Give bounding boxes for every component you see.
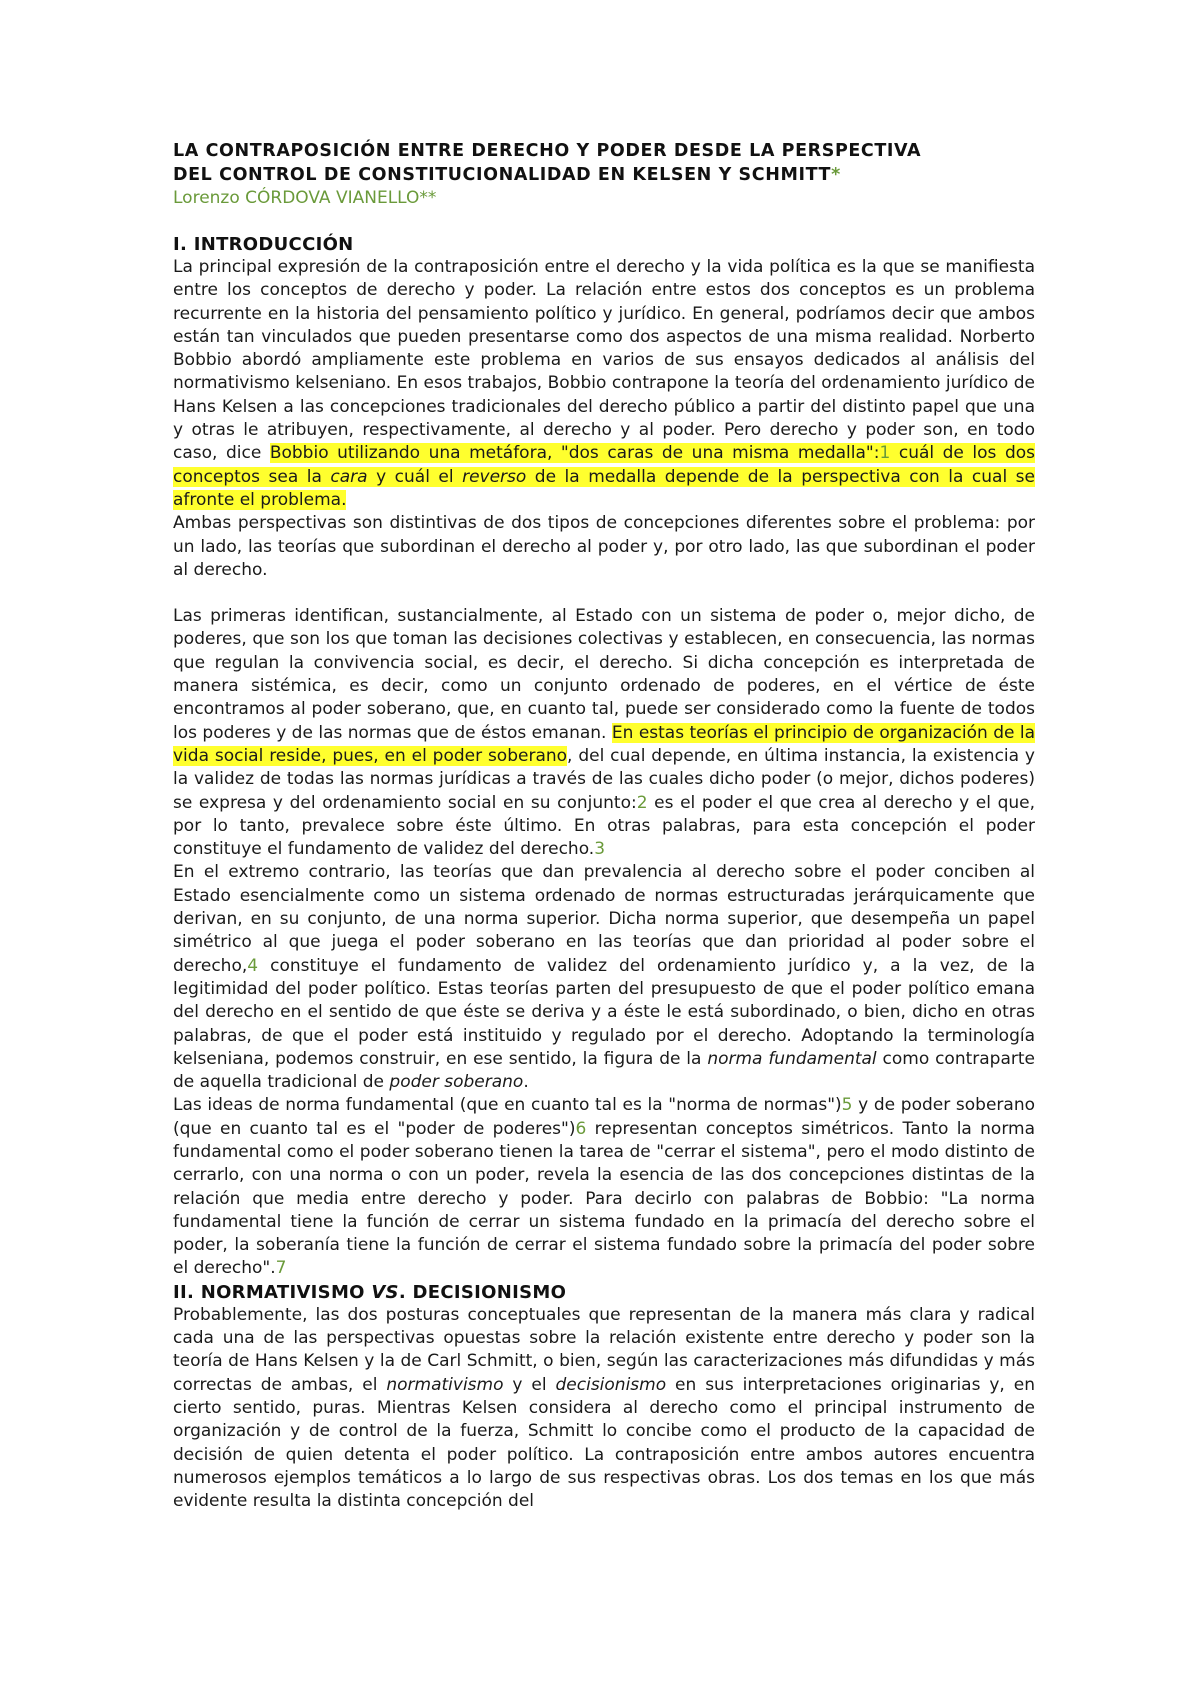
paragraph-6 xyxy=(173,1304,1035,1514)
document-page xyxy=(173,140,1035,1513)
highlight-1 xyxy=(173,443,1035,510)
section-heading-normativismo xyxy=(173,1281,1035,1304)
paragraph-4-text-d: . xyxy=(523,1072,529,1093)
spacer xyxy=(173,210,1035,233)
title-footnote-mark: * xyxy=(831,164,841,185)
section-2-italic-vs: VS xyxy=(371,1281,399,1303)
footnote-ref-7[interactable]: 7 xyxy=(275,1258,287,1279)
italic-normativismo: normativismo xyxy=(386,1374,504,1395)
highlight-1-text-d: de la medalla depende de la perspectiva con la cual se afronte el problema. xyxy=(173,466,1035,510)
paragraph-4 xyxy=(173,861,1035,1094)
document-title xyxy=(173,140,1035,187)
section-heading-introduccion: I. INTRODUCCIÓN xyxy=(173,234,354,255)
footnote-ref-4[interactable]: 4 xyxy=(247,955,259,976)
paragraph-4-text-b: constituye el fundamento de validez del ordenamiento jurídico y, a la vez, de la legitimidad del poder político. Estas teorías parten del presupuesto de que el poder político emana del derecho en el sentido de que éste se deriva y a éste le está subordinado, o bien, dicho en otras palabras, de que el poder está instituido y regulado por el derecho. Adoptando la terminología kelseniana, podemos construir, en ese sentido, la figura de la xyxy=(173,955,1035,1069)
section-2-text-a: II. NORMATIVISMO xyxy=(173,1281,372,1303)
highlight-1-text-c: y cuál el xyxy=(367,466,463,487)
paragraph-4-text-c: como contraparte de aquella tradicional de xyxy=(173,1048,1035,1093)
author-footnote-mark: ** xyxy=(419,188,437,208)
paragraph-5-text-a: Las ideas de norma fundamental (que en cuanto tal es la "norma de normas") xyxy=(173,1095,842,1116)
title-line-1: LA CONTRAPOSICIÓN ENTRE DERECHO Y PODER DESDE LA PERSPECTIVA xyxy=(173,141,922,161)
paragraph-3 xyxy=(173,605,1035,861)
footnote-ref-5[interactable]: 5 xyxy=(841,1095,853,1116)
paragraph-6-text-c: en sus interpretaciones originarias y, en cierto sentido, puras. Mientras Kelsen considera al derecho como el principal instrumento de organización y de control de la fuerza, Schmitt lo concibe como el producto de la capacidad de decisión de quien detenta el poder político. La contraposición entre ambos autores encuentra numerosos ejemplos temáticos a lo largo de sus respectivas obras. Los dos temas en los que más evidente resulta la distinta concepción del xyxy=(173,1374,1035,1512)
paragraph-4-text-a: En el extremo contrario, las teorías que dan prevalencia al derecho sobre el poder conciben al Estado esencialmente como un sistema ordenado de normas estructuradas jerárquicamente que derivan, en su conjunto, de una norma superior. Dicha norma superior, que desempeña un papel simétrico al que juega el poder soberano en las teorías que dan prioridad al poder sobre el derecho, xyxy=(173,862,1035,976)
paragraph-3-text-b: , del cual depende, en última instancia, la existencia y la validez de todas las normas jurídicas a través de las cuales dicho poder (o mejor, dichos poderes) se expresa y del ordenamiento social en su conjunto: xyxy=(173,745,1035,813)
spacer xyxy=(173,582,1035,605)
paragraph-1-text: La principal expresión de la contraposición entre el derecho y la vida política es la que se manifiesta entre los conceptos de derecho y poder. La relación entre estos dos conceptos es un problema recurrente en la historia del pensamiento político y jurídico. En general, podríamos decir que ambos están tan vinculados que pueden presentarse como dos aspectos de una misma realidad. Norberto Bobbio abordó ampliamente este problema en varios de sus ensayos dedicados al análisis del normativismo kelseniano. En esos trabajos, Bobbio contrapone la teoría del ordenamiento jurídico de Hans Kelsen a las concepciones tradicionales del derecho público a partir del distinto papel que una y otras le atribuyen, respectivamente, al derecho y al poder. Pero derecho y poder son, en todo caso, dice xyxy=(173,257,1035,464)
section-2-text-b: . DECISIONISMO xyxy=(398,1281,567,1303)
italic-norma-fundamental: norma fundamental xyxy=(707,1048,877,1069)
paragraph-6-text-b: y el xyxy=(503,1374,556,1395)
paragraph-1 xyxy=(173,256,1035,512)
footnote-ref-3[interactable]: 3 xyxy=(594,839,606,860)
footnote-ref-2[interactable]: 2 xyxy=(636,792,648,813)
italic-poder-soberano: poder soberano xyxy=(389,1072,524,1093)
paragraph-5 xyxy=(173,1094,1035,1280)
paragraph-3-text-c: es el poder el que crea al derecho y el que, por lo tanto, prevalece sobre éste último. En otras palabras, para esta concepción el poder constituye el fundamento de validez del derecho. xyxy=(173,792,1036,860)
italic-cara: cara xyxy=(330,466,368,487)
highlight-1-text-a: Bobbio utilizando una metáfora, "dos caras de una misma medalla": xyxy=(269,443,880,464)
author-text: Lorenzo CÓRDOVA VIANELLO xyxy=(173,188,420,208)
italic-decisionismo: decisionismo xyxy=(555,1374,667,1395)
paragraph-2: Ambas perspectivas son distintivas de dos tipos de concepciones diferentes sobre el problema: por un lado, las teorías que subordinan el derecho al poder y, por otro lado, las que subordinan el poder al derecho. xyxy=(173,513,1035,580)
title-line-2: DEL CONTROL DE CONSTITUCIONALIDAD EN KELSEN Y SCHMITT xyxy=(173,164,832,185)
footnote-ref-1[interactable]: 1 xyxy=(879,443,891,464)
author-name xyxy=(173,187,1035,210)
highlight-1-text-b: cuál de los dos conceptos sea la xyxy=(173,443,1035,487)
paragraph-6-text-a: Probablemente, las dos posturas conceptuales que representan de la manera más clara y radical cada una de las perspectivas opuestas sobre la relación existente entre derecho y poder son la teoría de Hans Kelsen y la de Carl Schmitt, o bien, según las caracterizaciones más difundidas y más correctas de ambas, el xyxy=(173,1304,1035,1395)
italic-reverso: reverso xyxy=(462,466,527,487)
highlight-2: En estas teorías el principio de organización de la vida social reside, pues, en el poder soberano xyxy=(173,722,1035,766)
paragraph-5-text-c: representan conceptos simétricos. Tanto la norma fundamental como el poder soberano tienen la tarea de "cerrar el sistema", pero el modo distinto de cerrarlo, con una norma o con un poder, revela la esencia de las dos concepciones distintas de la relación que media entre derecho y poder. Para decirlo con palabras de Bobbio: "La norma fundamental tiene la función de cerrar un sistema fundado en la primacía del derecho sobre el poder, la soberanía tiene la función de cerrar el sistema fundado sobre la primacía del poder sobre el derecho". xyxy=(173,1118,1035,1279)
footnote-ref-6[interactable]: 6 xyxy=(575,1118,587,1139)
paragraph-5-text-b: y de poder soberano (que en cuanto tal es el "poder de poderes") xyxy=(173,1095,1035,1139)
paragraph-3-text-a: Las primeras identifican, sustancialmente, al Estado con un sistema de poder o, mejor dicho, de poderes, que son los que toman las decisiones colectivas y establecen, en consecuencia, las normas que regulan la convivencia social, es decir, el derecho. Si dicha concepción es interpretada de manera sistémica, es decir, como un conjunto ordenado de poderes, en el vértice de éste encontramos al poder soberano, que, en cuanto tal, puede ser considerado como la fuente de todos los poderes y de las normas que de éstos emanan. xyxy=(173,606,1035,743)
